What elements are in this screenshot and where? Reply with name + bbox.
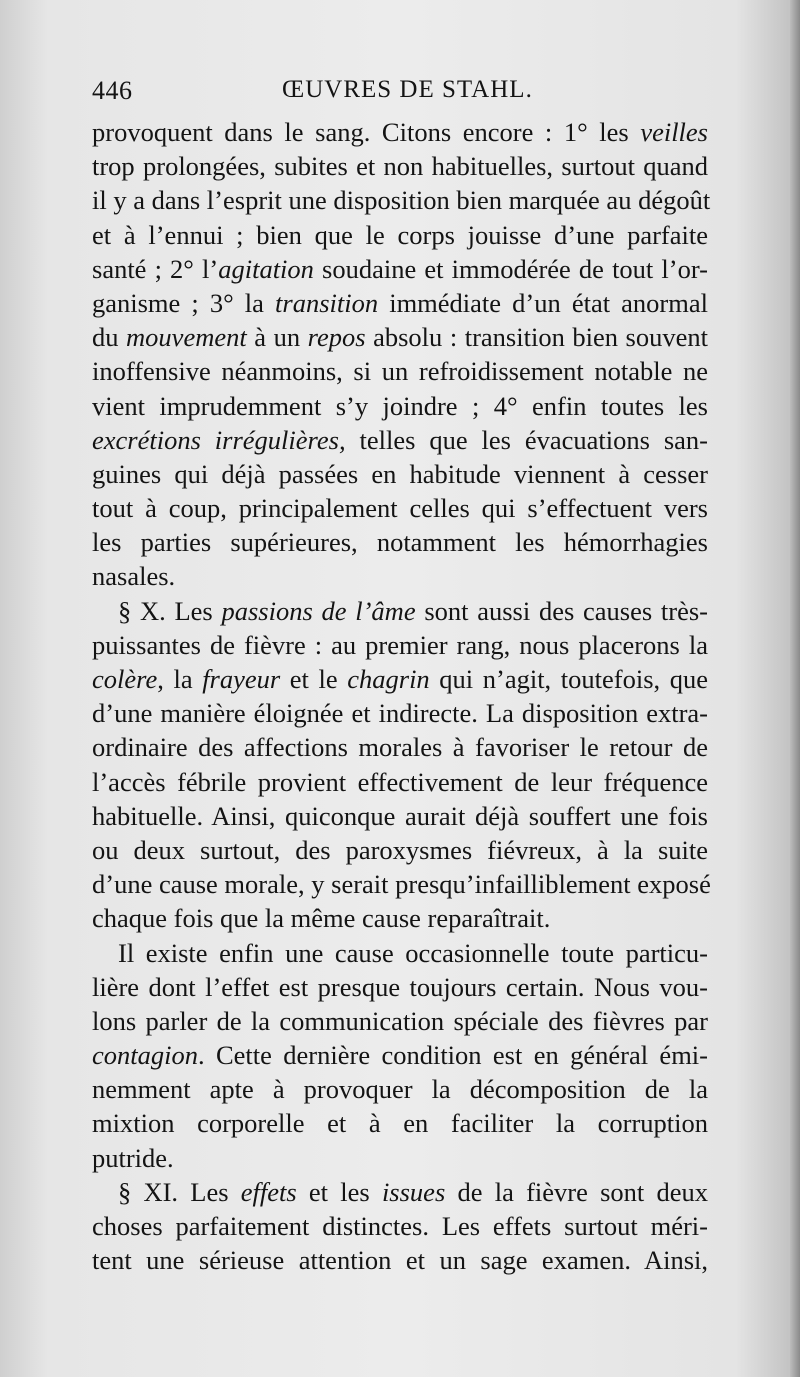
text-line: lons parler de la communication spéciale des fièvres par <box>92 1005 708 1036</box>
text-line: excrétions irrégulières, telles que les évacuations san- <box>92 424 708 455</box>
text-line: tout à coup, principalement celles qui s’effectuent vers <box>92 493 708 524</box>
page-header <box>92 70 712 110</box>
text-line: guines qui déjà passées en habitude viennent à cesser <box>92 458 708 489</box>
text-line: § XI. Les effets et les issues de la fièvre sont deux <box>118 1176 708 1207</box>
text-line: Il existe enfin une cause occasionnelle toute particu- <box>118 937 708 968</box>
text-line: les parties supérieures, notamment les hémorrhagies <box>92 527 708 558</box>
text-line: ganisme ; 3° la transition immédiate d’un état anormal <box>92 287 708 318</box>
text-line: ou deux surtout, des paroxysmes fiévreux, à la suite <box>92 834 708 865</box>
page-edge-shadow <box>790 0 800 1377</box>
text-line: ordinaire des affections morales à favoriser le retour de <box>92 732 708 763</box>
text-line: nemment apte à provoquer la décomposition de la <box>92 1074 708 1105</box>
text-line: colère, la frayeur et le chagrin qui n’agit, toutefois, que <box>92 664 708 694</box>
text-line: mixtion corporelle et à en faciliter la corruption <box>92 1108 708 1139</box>
running-title: ŒUVRES DE STAHL. <box>282 76 533 103</box>
text-line: lière dont l’effet est presque toujours certain. Nous vou- <box>92 971 708 1002</box>
text-line: choses parfaitement distinctes. Les effets surtout méri- <box>92 1211 708 1241</box>
text-line: puissantes de fièvre : au premier rang, nous placerons la <box>92 629 708 660</box>
text-line: trop prolongées, subites et non habituelles, surtout quand <box>92 151 708 182</box>
text-line: vient imprudemment s’y joindre ; 4° enfin toutes les <box>92 390 708 421</box>
text-line: § X. Les passions de l’âme sont aussi des causes très- <box>118 595 708 626</box>
text-line: putride. <box>92 1142 174 1173</box>
text-line: inoffensive néanmoins, si un refroidissement notable ne <box>92 356 708 387</box>
text-line: d’une manière éloignée et indirecte. La disposition extra- <box>92 698 708 729</box>
text-line: chaque fois que la même cause reparaîtrait. <box>92 903 551 934</box>
text-line: l’accès fébrile provient effectivement de leur fréquence <box>92 766 708 797</box>
text-line: contagion. Cette dernière condition est en général émi- <box>92 1040 708 1071</box>
text-line: d’une cause morale, y serait presqu’infailliblement exposé <box>92 869 711 900</box>
text-line: il y a dans l’esprit une disposition bien marquée au dégoût <box>92 185 711 216</box>
text-line: habituelle. Ainsi, quiconque aurait déjà souffert une fois <box>92 800 708 831</box>
page-number: 446 <box>92 76 133 105</box>
text-line: du mouvement à un repos absolu : transition bien souvent <box>92 322 708 353</box>
text-line: nasales. <box>92 561 176 592</box>
text-line: tent une sérieuse attention et un sage examen. Ainsi, <box>92 1245 708 1276</box>
text-line: santé ; 2° l’agitation soudaine et immodérée de tout l’or- <box>92 253 708 284</box>
text-line: et à l’ennui ; bien que le corps jouisse d’une parfaite <box>92 219 708 250</box>
text-line: provoquent dans le sang. Citons encore : 1° les veilles <box>92 117 708 147</box>
body-text <box>92 115 711 1277</box>
